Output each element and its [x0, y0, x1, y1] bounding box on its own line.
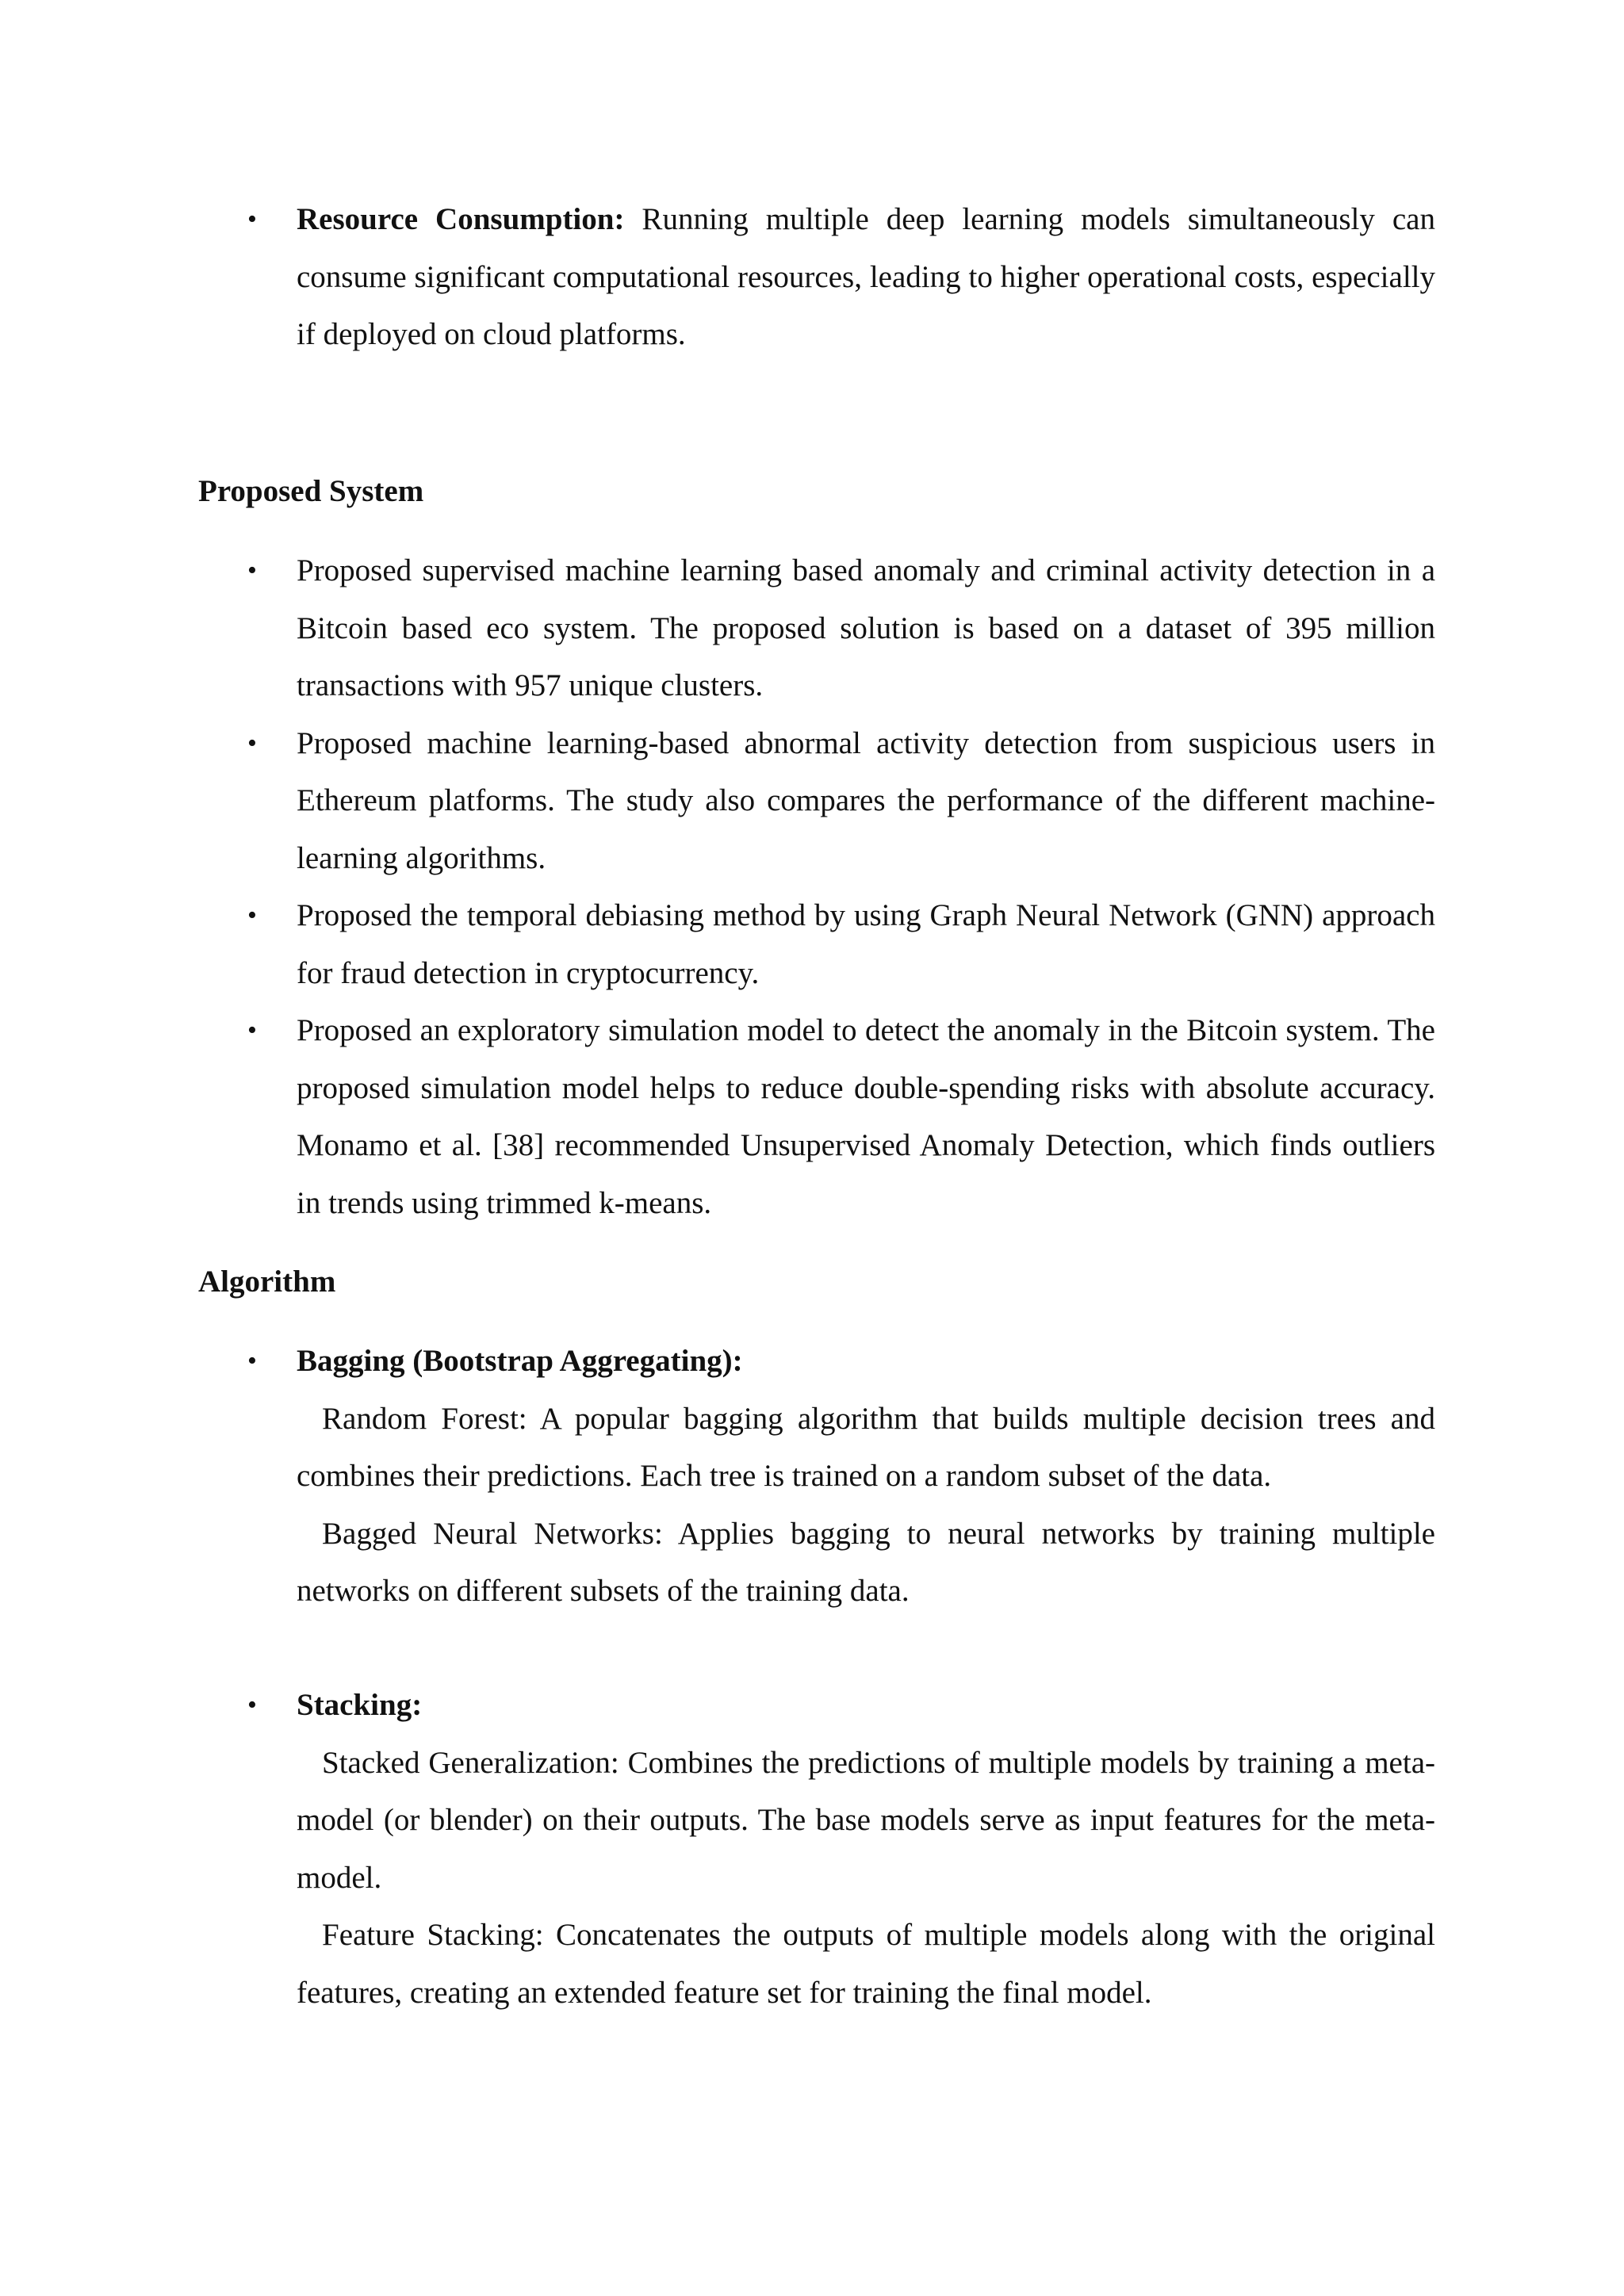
- intro-bullet-list: [198, 191, 1435, 364]
- proposed-item-text: Proposed the temporal debiasing method by using Graph Neural Network (GNN) approach for fraud detection in cryptocurrency.: [297, 898, 1435, 990]
- list-item-resource-consumption: [198, 191, 1435, 364]
- random-forest-text: Random Forest: A popular bagging algorithm that builds multiple decision trees and combines their predictions. Each tree is trained on a random subset of the data.: [297, 1401, 1435, 1493]
- bullet-icon: •: [247, 1690, 257, 1720]
- list-item-stacking: [198, 1677, 1435, 2022]
- list-item: [198, 1002, 1435, 1232]
- bagged-neural-networks-text: Bagged Neural Networks: Applies bagging to neural networks by training multiple networks on different subsets of the training data.: [297, 1516, 1435, 1608]
- list-item: [198, 542, 1435, 715]
- stacked-generalization-text: Stacked Generalization: Combines the predictions of multiple models by training a meta-model (or blender) on their outputs. The base models serve as input features for the meta-model.: [297, 1745, 1435, 1895]
- algorithm-stacking-list: [198, 1677, 1435, 2022]
- list-item: [198, 887, 1435, 1002]
- algorithm-heading: Algorithm: [198, 1265, 336, 1299]
- bullet-icon: •: [247, 1016, 257, 1045]
- list-item-bagging: [198, 1333, 1435, 1621]
- stacking-title: Stacking:: [297, 1688, 423, 1722]
- proposed-system-heading: Proposed System: [198, 474, 424, 508]
- resource-consumption-title: Resource Consumption:: [297, 202, 625, 236]
- proposed-system-list: [198, 542, 1435, 1232]
- bullet-icon: •: [247, 556, 257, 585]
- feature-stacking-text: Feature Stacking: Concatenates the outputs of multiple models along with the original features, creating an extended feature set for training the final model.: [297, 1918, 1435, 2010]
- bullet-icon: •: [247, 728, 257, 758]
- algorithm-bagging-list: [198, 1333, 1435, 1621]
- resource-consumption-text: Running multiple deep learning models simultaneously can consume significant computational resources, leading to higher operational costs, especially if deployed on cloud platforms.: [297, 202, 1435, 351]
- list-item: [198, 715, 1435, 888]
- bullet-icon: •: [247, 1346, 257, 1376]
- bagging-title: Bagging (Bootstrap Aggregating):: [297, 1344, 743, 1378]
- proposed-item-text: Proposed an exploratory simulation model to detect the anomaly in the Bitcoin system. The proposed simulation model helps to reduce double-spending risks with absolute accuracy. Monamo et al. [38] recommended Unsupervised Anomaly Detection, which finds outliers in trends using trimmed k-means.: [297, 1013, 1435, 1220]
- proposed-item-text: Proposed machine learning-based abnormal activity detection from suspicious users in Ethereum platforms. The study also compares the performance of the different machine-learning algorithms.: [297, 725, 1435, 875]
- bullet-icon: •: [247, 901, 257, 930]
- bullet-icon: •: [247, 205, 257, 234]
- proposed-item-text: Proposed supervised machine learning based anomaly and criminal activity detection in a Bitcoin based eco system. The proposed solution is based on a dataset of 395 million transactions with 957 unique clusters.: [297, 553, 1435, 702]
